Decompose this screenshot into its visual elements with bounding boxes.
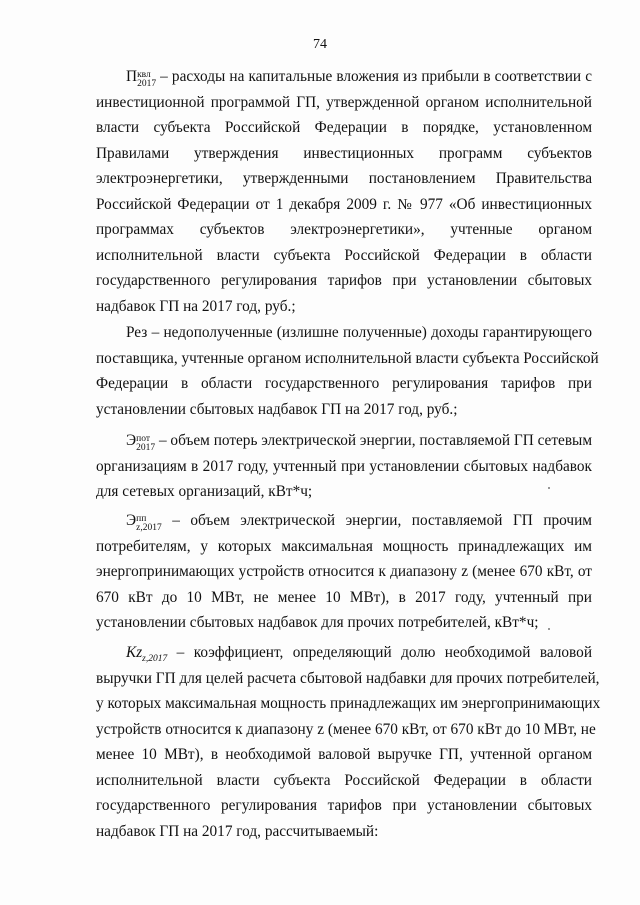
text-line: электроэнергетики, утвержденными постановлением Правительства [96,170,592,187]
text-line: инвестиционной программой ГП, утвержденной органом исполнительной [96,93,592,111]
text-line: власти субъекта Российской Федерации в порядке, установленном [96,119,592,136]
text-line: 670 кВт до 10 МВт, не менее 10 МВт), в 2017 году, учтенный при [96,588,592,606]
paragraph-capital-investment [96,64,592,319]
text-line: Э пп z,2017 – объем электрической энергии, поставляемой ГП прочим [126,512,592,533]
text-line: программах субъектов электроэнергетики», учтенные органом [96,221,592,238]
text-line: надбавок ГП на 2017 год, рассчитываемый: [96,822,379,840]
text-line: потребителям, у которых максимальная мощность принадлежащих им [96,537,592,555]
text-line: установлении сбытовых надбавок ГП на 2017 год, руб.; [96,400,458,418]
text-line: Российской Федерации от 1 декабря 2009 г. № 977 «Об инвестиционных [96,195,592,213]
symbol-e-pot: Э пот 2017 [126,432,156,453]
paragraph-losses [96,428,592,505]
text-line: организациям в 2017 году, учтенный при установлении сбытовых надбавок [96,457,592,475]
paragraph-coefficient [96,640,601,844]
text-line: $Kz_{z,2017}$ – коэффициент, определяющий долю необходимой валовой [126,644,592,665]
scan-speck [548,628,550,630]
text-line: государственного регулирования тарифов при установлении сбытовых [96,272,592,289]
text-line: государственного регулирования тарифов при установлении сбытовых [96,797,592,814]
text-line: Правилами утверждения инвестиционных программ субъектов [96,144,592,162]
paragraph-other-consumers-volume [96,508,592,636]
text-line: исполнительной власти субъекта Российской Федерации в области [96,771,592,789]
text-line: П квл 2017 – расходы на капитальные вложения из прибыли в соответствии с [126,68,592,89]
text-line: Федерации в области государственного регулирования тарифов при [96,375,592,392]
text-line: выручки ГП для целей расчета сбытовой надбавки для прочих потребителей, [96,669,600,687]
text-line: для сетевых организаций, кВт*ч; [96,483,313,500]
text-line: установлении сбытовых надбавок для прочих потребителей, кВт*ч; [96,614,539,631]
text-line: менее 10 МВт), в необходимой валовой выручке ГП, учтенной органом [96,746,592,763]
symbol-kz: $Kz_{z,2017}$ [126,644,168,665]
page-number: 74 [313,37,327,52]
text-line: исполнительной власти субъекта Российской Федерации в области [96,246,592,264]
symbol-p-kvl: П квл 2017 [126,68,157,89]
scan-speck [548,487,550,489]
text-line: энергопринимающих устройств относится к диапазону z (менее 670 кВт, от [96,563,592,580]
text-line: надбавок ГП на 2017 год, руб.; [96,297,296,315]
text-line: устройств относится к диапазону z (менее 670 кВт, от 670 кВт до 10 МВт, не [96,720,596,738]
text-line: Рез – недополученные (излишне полученные) доходы гарантирующего [126,324,592,341]
paragraph-rez [96,320,599,422]
text-line: Э пот 2017 – объем потерь электрической энергии, поставляемой ГП сетевым [126,432,592,453]
text-line: у которых максимальная мощность принадлежащих им энергопринимающих [96,695,601,712]
text-line: поставщика, учтенные органом исполнительной власти субъекта Российской [96,349,599,367]
symbol-e-pp: Э пп z,2017 [126,512,162,533]
